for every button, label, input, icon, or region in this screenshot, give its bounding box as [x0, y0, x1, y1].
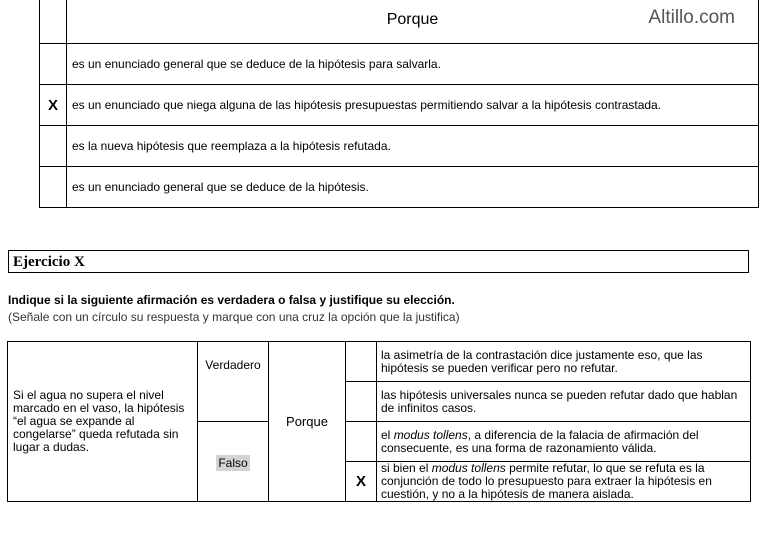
- exercise-title: Ejercicio X: [8, 250, 749, 273]
- statement-cell: Si el agua no supera el nivel marcado en el vaso, la hipótesis “el agua se expande al congelarse” queda refutada sin lugar a dudas.: [8, 342, 198, 502]
- reason-mark[interactable]: [40, 44, 67, 85]
- option-mark[interactable]: [346, 342, 377, 382]
- option-text: [377, 422, 751, 462]
- watermark-text: Altillo.com: [648, 7, 735, 28]
- porque-header: Porque: [386, 11, 439, 28]
- reason-row: [40, 85, 759, 126]
- reason-text: es un enunciado general que se deduce de la hipótesis.: [67, 167, 759, 208]
- option-text: la asimetría de la contrastación dice justamente eso, que las hipótesis se pueden verificar pero no refutar.: [377, 342, 751, 382]
- option-mark[interactable]: [346, 382, 377, 422]
- option-text-emphasis: modus tollens: [393, 427, 468, 442]
- false-option-wrap: [216, 456, 249, 470]
- option-text-post: , a diferencia de la falacia de afirmación del consecuente, es una forma de razonamiento válida.: [381, 427, 699, 455]
- reason-mark[interactable]: [40, 167, 67, 208]
- false-option-cell[interactable]: [198, 422, 269, 502]
- header-cell: [67, 0, 759, 44]
- reason-mark[interactable]: [40, 126, 67, 167]
- option-text-pre: el: [381, 427, 394, 442]
- reason-row: [40, 44, 759, 85]
- mark-cell: [40, 0, 67, 44]
- option-mark[interactable]: [346, 422, 377, 462]
- true-option[interactable]: Verdadero: [205, 358, 261, 372]
- reasons-table: [39, 0, 759, 208]
- option-text: las hipótesis universales nunca se pueden refutar dado que hablan de infinitos casos.: [377, 382, 751, 422]
- porque-cell: Porque: [269, 342, 346, 502]
- false-option[interactable]: Falso: [218, 456, 248, 470]
- answer-row: [8, 342, 751, 382]
- answer-table: [7, 341, 751, 502]
- exercise-instruction: Indique si la siguiente afirmación es verdadera o falsa y justifique su elección.: [8, 293, 455, 307]
- option-text-pre: si bien el: [381, 461, 432, 475]
- option-text: [377, 462, 751, 502]
- reason-text: es la nueva hipótesis que reemplaza a la hipótesis refutada.: [67, 126, 759, 167]
- reason-row: [40, 167, 759, 208]
- option-mark[interactable]: X: [346, 462, 377, 502]
- reason-text: es un enunciado general que se deduce de la hipótesis para salvarla.: [67, 44, 759, 85]
- exercise-sub-instruction: (Señale con un círculo su respuesta y marque con una cruz la opción que la justifica): [8, 310, 460, 324]
- reasons-header-row: [40, 0, 759, 44]
- true-option-cell[interactable]: [198, 342, 269, 422]
- option-text-emphasis: modus tollens: [431, 461, 506, 475]
- reason-mark[interactable]: X: [40, 85, 67, 126]
- reason-text: es un enunciado que niega alguna de las hipótesis presupuestas permitiendo salvar a la hipótesis contrastada.: [67, 85, 759, 126]
- option-text-post: permite refutar, lo que se refuta es la conjunción de todo lo presupuesto para extraer la hipótesis en cuestión, y no a la hipótesis de manera aislada.: [381, 461, 712, 501]
- reason-row: [40, 126, 759, 167]
